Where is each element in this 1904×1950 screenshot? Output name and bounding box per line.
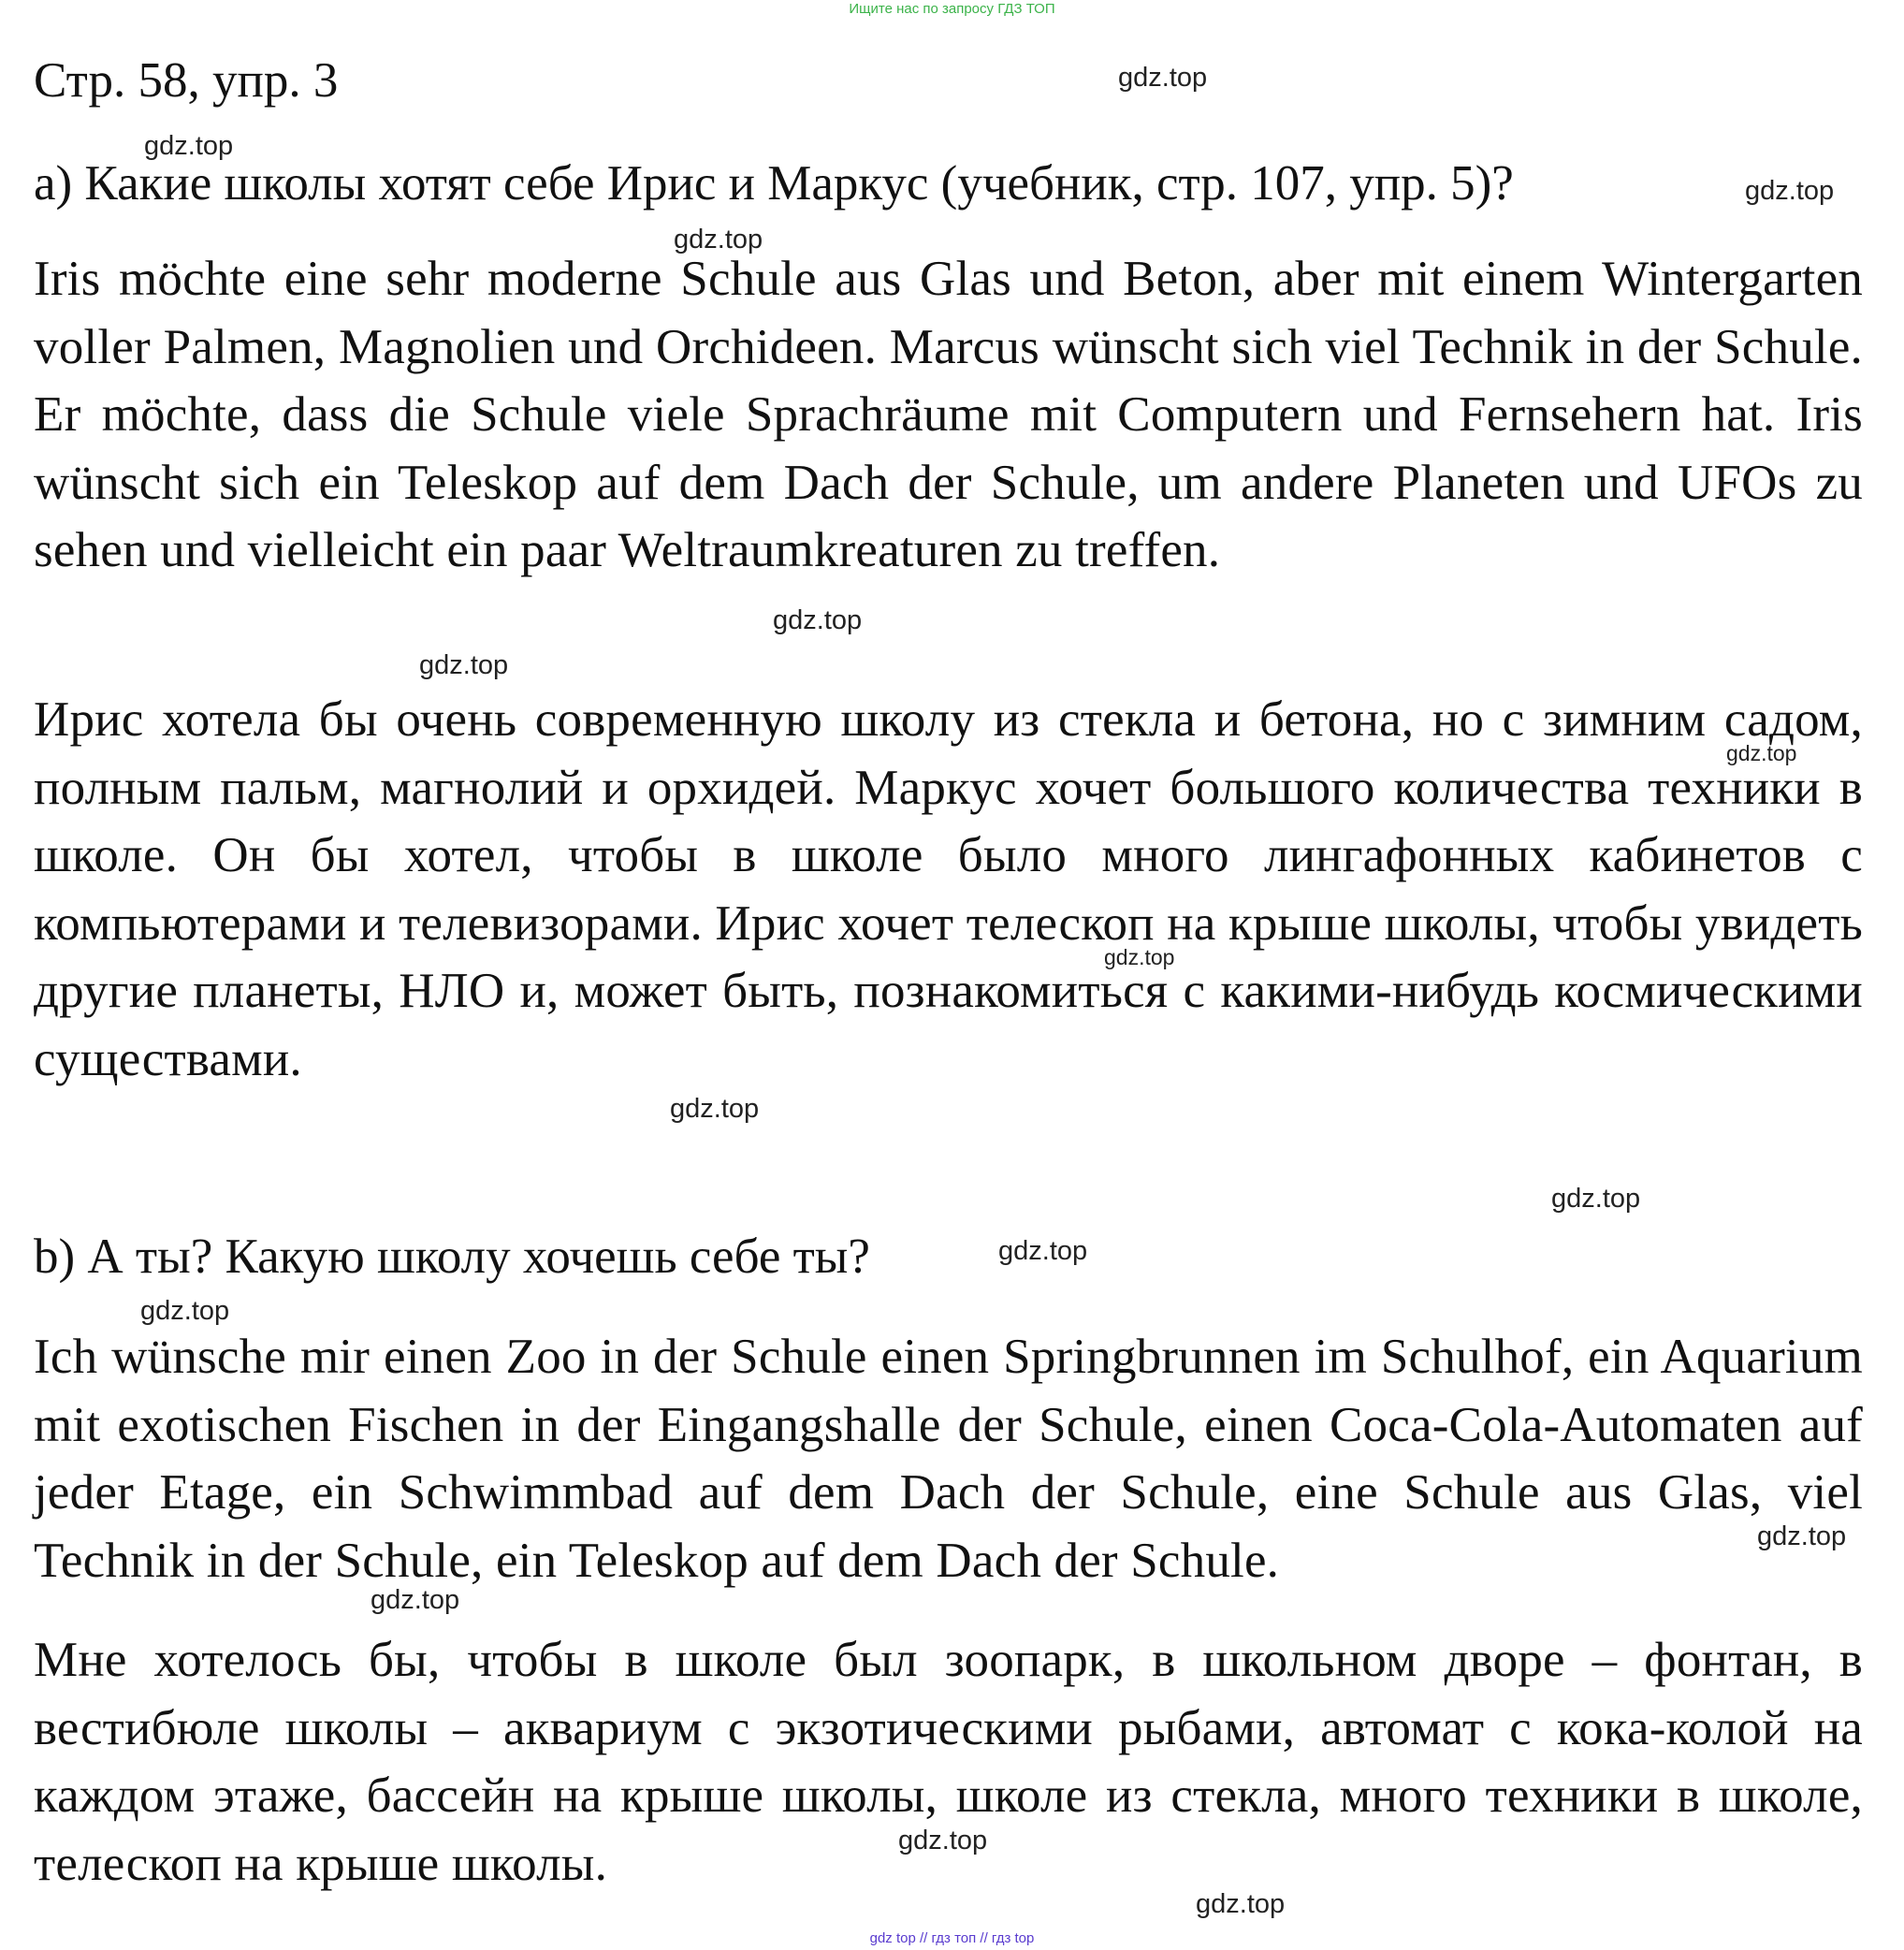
- section-a-question: а) Какие школы хотят себе Ирис и Маркус (учебник, стр. 107, упр. 5)?: [34, 156, 1514, 211]
- watermark: gdz.top: [144, 131, 234, 161]
- watermark: gdz.top: [419, 650, 509, 680]
- section-b-question: b) А ты? Какую школу хочешь себе ты?: [34, 1230, 870, 1284]
- watermark: gdz.top: [1104, 945, 1175, 969]
- watermark: gdz.top: [773, 605, 863, 635]
- watermark: gdz.top: [1118, 63, 1208, 93]
- watermark: gdz.top: [1551, 1184, 1641, 1214]
- section-a-russian-text: Ирис хотела бы очень современную школу из стекла и бетона, но с зимним садом, полным пальм, магнолий и орхидей. Маркус хочет большого количества техники в школе. Он бы хотел, чтобы в школе было много лингафонных кабинетов с компьютерами и телевизорами. Ирис хочет телескоп на крыше школы, чтобы увидеть другие планеты, НЛО и, может быть, познакомиться с какими-нибудь космическими существами.: [34, 692, 1863, 1086]
- top-banner: Ищите нас по запросу ГДЗ ТОП: [849, 1, 1055, 17]
- bottom-banner: gdz top // гдз топ // гдз top: [869, 1930, 1035, 1946]
- page-title: Стр. 58, упр. 3: [34, 53, 339, 108]
- watermark: gdz.top: [1745, 176, 1835, 206]
- watermark: gdz.top: [670, 1094, 760, 1124]
- watermark: gdz.top: [1196, 1889, 1286, 1919]
- section-b-russian-text: Мне хотелось бы, чтобы в школе был зоопарк, в школьном дворе – фонтан, в вестибюле школы – аквариум с экзотическими рыбами, автомат с кока-колой на каждом этаже, бассейн на крыше школы, школе из стекла, много техники в школе, телескоп на крыше школы.: [34, 1633, 1863, 1891]
- watermark: gdz.top: [371, 1585, 460, 1615]
- section-a-german-text: Iris möchte eine sehr moderne Schule aus Glas und Beton, aber mit einem Wintergarten voller Palmen, Magnolien und Orchideen. Marcus wünscht sich viel Technik in der Schule. Er möchte, dass die Schule viele Sprachräume mit Computern und Fernsehern hat. Iris wünscht sich ein Teleskop auf dem Dach der Schule, um andere Planeten und UFOs zu sehen und vielleicht ein paar Weltraumkreaturen zu treffen.: [34, 252, 1863, 578]
- section-b-german-text: Ich wünsche mir einen Zoo in der Schule einen Springbrunnen im Schulhof, ein Aquarium mit exotischen Fischen in der Eingangshalle der Schule, einen Coca-Cola-Automaten auf jeder Etage, ein Schwimmbad auf dem Dach der Schule, eine Schule aus Glas, viel Technik in der Schule, ein Teleskop auf dem Dach der Schule.: [34, 1330, 1863, 1588]
- watermark: gdz.top: [1757, 1521, 1847, 1551]
- watermark: gdz.top: [898, 1826, 988, 1855]
- watermark: gdz.top: [1726, 741, 1797, 765]
- watermark: gdz.top: [674, 225, 763, 255]
- watermark: gdz.top: [998, 1236, 1088, 1266]
- watermark: gdz.top: [140, 1296, 230, 1326]
